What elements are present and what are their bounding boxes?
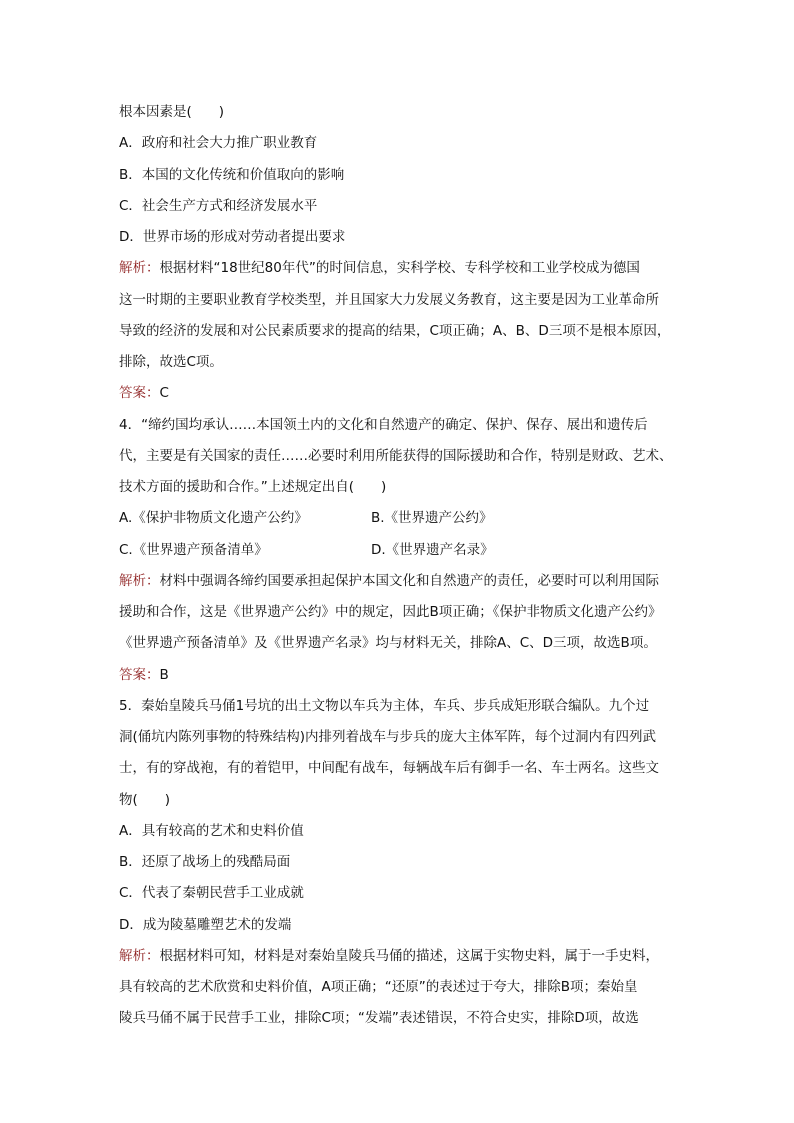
q4-stem-line: 代，主要是有关国家的责任……必要时利用所能获得的国际援助和合作，特别是财政、艺术、: [119, 447, 673, 464]
q4-answer: [119, 660, 679, 691]
q3-analysis-text: 根据材料“18世纪80年代”的时间信息，实科学校、专科学校和工业学校成为德国: [159, 260, 640, 277]
q4-options-row: [119, 503, 679, 534]
q3-option-b: B．本国的文化传统和价值取向的影响: [119, 166, 345, 183]
q4-stem-line: 技术方面的援助和合作。”上述规定出自( ): [119, 479, 387, 495]
q5-stem-line: 5．秦始皇陵兵马俑1号坑的出土文物以车兵为主体，车兵、步兵成矩形联合编队。九个过: [119, 697, 650, 714]
q4-analysis-line: 《世界遗产预备清单》及《世界遗产名录》均与材料无关，排除A、C、D三项，故选B项。: [119, 635, 657, 652]
q4-answer-value: B: [159, 666, 169, 683]
q3-analysis-line: 导致的经济的发展和对公民素质要求的提高的结果，C项正确；A、B、D三项不是根本原因，: [119, 322, 671, 339]
q4-option-b: B.《世界遗产公约》: [371, 510, 493, 527]
q5-option-d: D．成为陵墓雕塑艺术的发端: [119, 916, 292, 933]
q5-analysis-line: 陵兵马俑不属于民营手工业，排除C项；“发端”表述错误，不符合史实，排除D项，故选: [119, 1010, 639, 1027]
q3-option-c: C．社会生产方式和经济发展水平: [119, 197, 318, 214]
q4-analysis-line: 援助和合作，这是《世界遗产公约》中的规定，因此B项正确；《保护非物质文化遗产公约》: [119, 604, 662, 620]
q4-options-row: [119, 535, 679, 566]
q5-analysis-line: 具有较高的艺术欣赏和史料价值，A项正确；“还原”的表述过于夸大，排除B项；秦始皇: [119, 979, 638, 995]
q5-stem-line: 士，有的穿战袍，有的着铠甲，中间配有战车，每辆战车后有御手一名、车士两名。这些文: [119, 760, 659, 777]
analysis-label: 解析：: [119, 947, 160, 964]
q5-analysis-text: 根据材料可知，材料是对秦始皇陵兵马俑的描述，这属于实物史料，属于一手史料，: [159, 947, 659, 964]
analysis-label: 解析：: [119, 260, 160, 277]
q3-analysis-line: 这一时期的主要职业教育学校类型，并且国家大力发展义务教育，这主要是因为工业革命所: [119, 291, 659, 308]
q4-analysis-line: [119, 566, 679, 597]
q4-analysis-text: 材料中强调各缔约国要承担起保护本国文化和自然遗产的责任，必要时可以利用国际: [159, 572, 659, 589]
q4-stem-line: 4．“缔约国均承认……本国领土内的文化和自然遗产的确定、保护、保存、展出和遗传后: [119, 416, 648, 433]
analysis-label: 解析：: [119, 572, 160, 589]
q3-answer: [119, 378, 679, 409]
q5-stem-line: 物( ): [119, 791, 171, 808]
q3-answer-value: C: [159, 385, 169, 402]
q5-option-c: C．代表了秦朝民营手工业成就: [119, 885, 304, 902]
answer-label: 答案：: [119, 385, 160, 402]
q3-option-d: D．世界市场的形成对劳动者提出要求: [119, 229, 346, 245]
q4-option-a: A.《保护非物质文化遗产公约》: [119, 510, 308, 527]
q5-stem-line: 洞(俑坑内陈列事物的特殊结构)内排列着战车与步兵的庞大主体军阵，每个过洞内有四列武: [119, 729, 657, 745]
document-content: [119, 97, 679, 1035]
answer-label: 答案：: [119, 666, 160, 683]
q5-option-b: B．还原了战场上的残酷局面: [119, 854, 291, 870]
q4-option-d: D.《世界遗产名录》: [371, 541, 494, 558]
q3-option-a: A．政府和社会大力推广职业教育: [119, 135, 318, 152]
q5-analysis-line: [119, 941, 679, 972]
q3-analysis-line: 排除，故选C项。: [119, 354, 223, 370]
q3-analysis-line: [119, 253, 679, 284]
q4-option-c: C.《世界遗产预备清单》: [119, 541, 268, 558]
q3-stem-tail: 根本因素是( ): [119, 104, 225, 120]
q5-option-a: A．具有较高的艺术和史料价值: [119, 822, 304, 839]
